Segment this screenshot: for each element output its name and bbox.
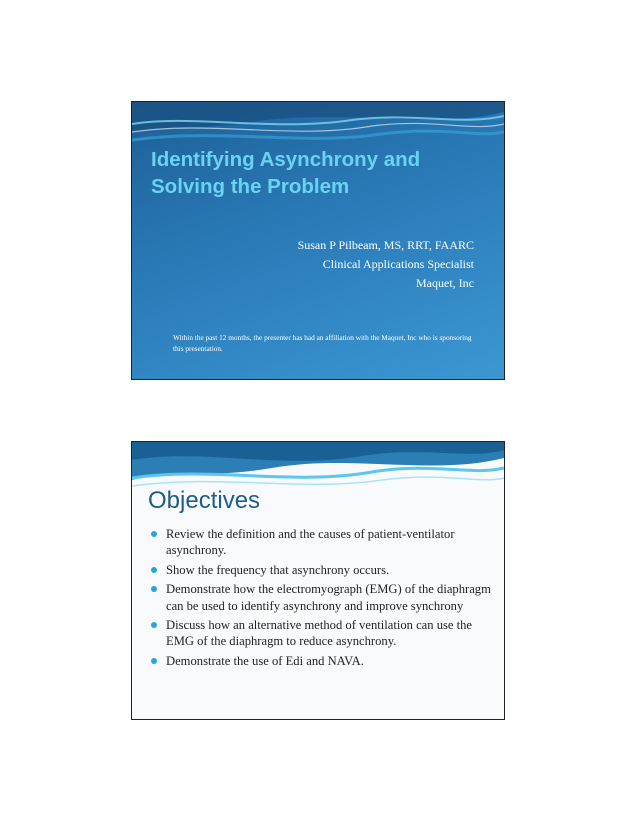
objectives-slide	[131, 441, 505, 720]
slide-title: Identifying Asynchrony and Solving the Problem	[151, 148, 421, 198]
presenter-role: Clinical Applications Specialist	[322, 257, 474, 271]
list-item: Demonstrate the use of Edi and NAVA.	[144, 653, 494, 669]
title-slide	[131, 101, 505, 380]
objectives-list	[144, 526, 494, 672]
list-item: Review the definition and the causes of patient-ventilator asynchrony.	[144, 526, 494, 559]
list-item: Show the frequency that asynchrony occurs.	[144, 562, 494, 578]
bullet-icon	[151, 586, 157, 592]
list-item: Discuss how an alternative method of ventilation can use the EMG of the diaphragm to reduce asynchrony.	[144, 617, 494, 650]
disclosure-text: Within the past 12 months, the presenter has had an affiliation with the Maquet, Inc who is sponsoring this presentation.	[173, 333, 472, 353]
presenter-info	[298, 236, 474, 293]
bullet-icon	[151, 658, 157, 664]
slide-title: Objectives	[148, 487, 261, 514]
bullet-icon	[151, 567, 157, 573]
bullet-icon	[151, 531, 157, 537]
presenter-name: Susan P Pilbeam, MS, RRT, FAARC	[297, 238, 474, 252]
presenter-company: Maquet, Inc	[416, 276, 474, 290]
bullet-icon	[151, 622, 157, 628]
list-item: Demonstrate how the electromyograph (EMG) of the diaphragm can be used to identify asynchrony and improve synchrony	[144, 581, 494, 614]
